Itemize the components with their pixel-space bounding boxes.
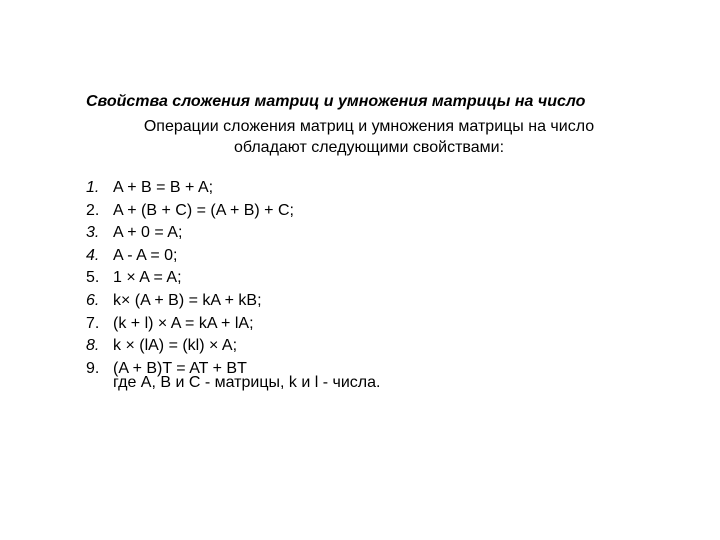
- intro-text: [86, 116, 652, 158]
- property-number: 8.: [86, 337, 100, 355]
- property-number: 5.: [86, 269, 100, 287]
- property-item: [86, 200, 294, 223]
- property-number: 6.: [86, 291, 100, 309]
- intro-line-2: обладают следующими свойствами:: [233, 139, 505, 156]
- property-item: [86, 245, 294, 268]
- property-number: 2.: [86, 201, 100, 219]
- property-number: 7.: [86, 314, 100, 332]
- property-formula: k × (lA) = (kl) × A;: [113, 337, 238, 355]
- property-formula: A + B = B + A;: [113, 179, 214, 196]
- property-formula: (A + B)T = AT + BT: [113, 359, 247, 377]
- property-item: [86, 222, 294, 245]
- property-formula: 1 × A = A;: [113, 269, 182, 287]
- property-formula: k× (A + B) = kA + kB;: [113, 291, 262, 309]
- property-item: [86, 313, 294, 336]
- property-number: 3.: [86, 224, 100, 242]
- properties-list: [86, 177, 294, 380]
- property-number: 1.: [86, 179, 100, 196]
- property-formula: A + (B + C) = (A + B) + C;: [113, 201, 294, 219]
- property-formula: A + 0 = A;: [113, 224, 183, 242]
- property-formula: A - A = 0;: [113, 246, 178, 264]
- slide-title: Свойства сложения матриц и умножения матрицы на число: [86, 93, 586, 110]
- property-item: [86, 267, 294, 290]
- footnote-text: где A, B и C - матрицы, k и l - числа.: [113, 374, 381, 391]
- property-number: 9.: [86, 359, 100, 377]
- property-number: 4.: [86, 246, 100, 264]
- property-item: [86, 290, 294, 313]
- intro-line-1: Операции сложения матриц и умножения матрицы на число: [143, 118, 595, 135]
- property-item: [86, 335, 294, 358]
- property-formula: (k + l) × A = kA + lA;: [113, 314, 254, 332]
- property-item: [86, 177, 294, 200]
